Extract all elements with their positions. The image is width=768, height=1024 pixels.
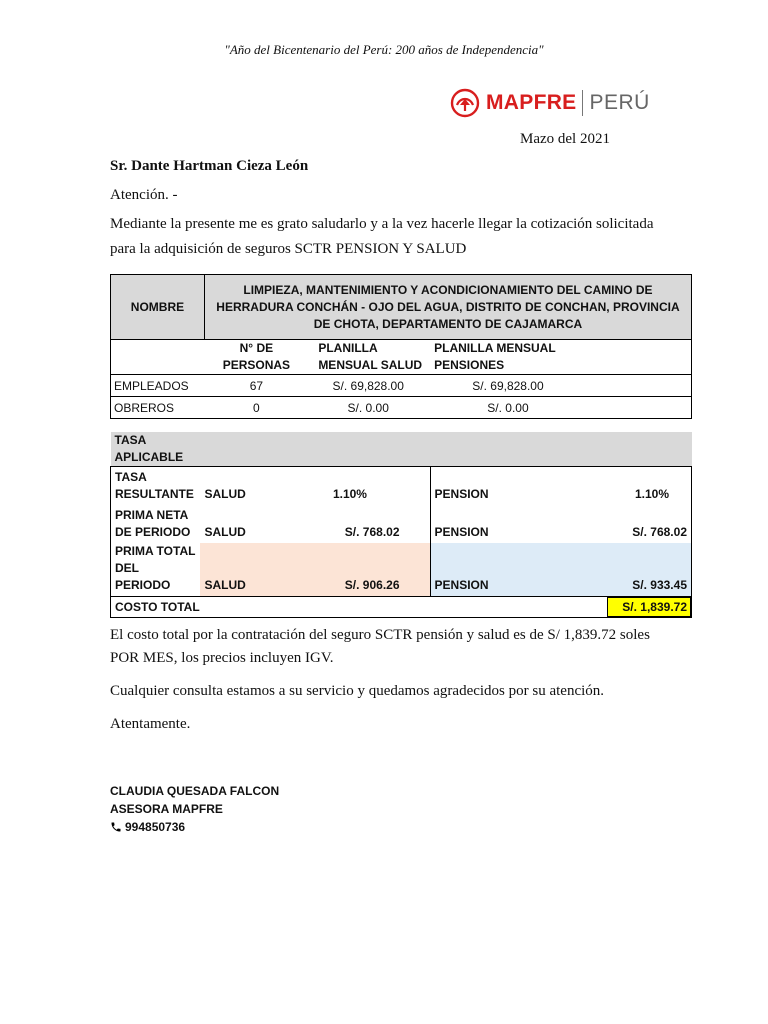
row-label-line1: PRIMA TOTAL [115, 544, 196, 558]
blank-header-cell [111, 340, 205, 375]
pension-value: S/. 768.02 [520, 505, 692, 543]
row-label-line2: DEL PERIODO [115, 561, 171, 592]
tasa-aplicable-line1: TASA [114, 433, 147, 447]
row-label-line2: DE PERIODO [115, 525, 191, 539]
col-salud-header-line1: PLANILLA [318, 341, 378, 355]
motto: "Año del Bicentenario del Perú: 200 años de Independencia" [224, 42, 544, 57]
letter-date: Mazo del 2021 [520, 131, 610, 147]
col-salud-header-line2: MENSUAL SALUD [318, 358, 423, 372]
col-pension-header-line1: PLANILLA MENSUAL [434, 341, 556, 355]
table-row [111, 397, 692, 419]
row-label-line2: RESULTANTE [115, 487, 194, 501]
row-label: OBREROS [111, 397, 205, 419]
row-pension: S/. 0.00 [428, 397, 588, 419]
row-pension: S/. 69,828.00 [428, 375, 588, 397]
pension-value: 1.10% [520, 467, 692, 506]
col-pension-header [428, 340, 588, 375]
pension-value: S/. 933.45 [520, 543, 692, 597]
table-row [111, 375, 692, 397]
signature-block [110, 782, 279, 836]
row-label [111, 505, 201, 543]
row-salud: S/. 0.00 [308, 397, 428, 419]
phone-icon [110, 821, 122, 833]
attention-line: Atención. - [110, 187, 178, 203]
col-personas-header: N° DE PERSONAS [204, 340, 308, 375]
table-row [111, 543, 692, 597]
project-name: LIMPIEZA, MANTENIMIENTO Y ACONDICIONAMIENTO DEL CAMINO DE HERRADURA CONCHÁN - OJO DEL AGUA, DISTRITO DE CONCHAN, PROVINCIA DE CHOTA, DEPARTAMENTO DE CAJAMARCA [204, 275, 691, 340]
signer-name: CLAUDIA QUESADA FALCON [110, 784, 280, 798]
table-row [111, 505, 692, 543]
pension-label: PENSION [430, 543, 520, 597]
salud-label: SALUD [200, 467, 270, 506]
row-blank [588, 375, 692, 397]
nombre-header: NOMBRE [111, 275, 205, 340]
mapfre-logo [450, 86, 650, 120]
logo-country: PERÚ [589, 91, 650, 114]
pension-label: PENSION [434, 525, 489, 539]
rates-table [110, 432, 692, 618]
col-pension-header-line2: PENSIONES [434, 358, 505, 372]
salud-label: SALUD [204, 525, 246, 539]
salud-value: S/. 906.26 [270, 543, 430, 597]
row-blank [588, 397, 692, 419]
signer-phone [110, 818, 279, 836]
logo-brand: MAPFRE [486, 91, 577, 114]
row-personas: 0 [204, 397, 308, 419]
row-label: EMPLEADOS [111, 375, 205, 397]
costo-total-value: S/. 1,839.72 [607, 597, 691, 617]
pension-label: PENSION [430, 467, 520, 506]
phone-number: 994850736 [125, 820, 186, 834]
payroll-table [110, 274, 692, 419]
contact-paragraph: Cualquier consulta estamos a su servicio y quedamos agradecidos por su atención. [110, 683, 605, 699]
costo-total-row [111, 597, 692, 618]
closing: Atentamente. [110, 716, 191, 732]
salud-label: SALUD [200, 543, 270, 597]
total-cost-paragraph: El costo total por la contratación del seguro SCTR pensión y salud es de S/ 1,839.72 soles POR MES, los precios incluyen IGV. [110, 627, 650, 666]
tasa-aplicable-line2: APLICABLE [114, 450, 184, 464]
intro-paragraph: Mediante la presente me es grato saludarlo y a la vez hacerle llegar la cotización solicitada para la adquisición de seguros SCTR PENSION Y SALUD [110, 216, 654, 257]
signer-role: ASESORA MAPFRE [110, 802, 223, 816]
logo-divider [582, 90, 583, 116]
recipient-name: Sr. Dante Hartman Cieza León [110, 158, 309, 174]
salud-value: 1.10% [270, 467, 430, 506]
row-label [111, 543, 201, 597]
salud-value: S/. 768.02 [270, 505, 430, 543]
blank-header-cell-end [588, 340, 692, 375]
row-salud: S/. 69,828.00 [308, 375, 428, 397]
costo-total-label: COSTO TOTAL [111, 597, 520, 618]
row-label [111, 467, 201, 506]
col-salud-header [308, 340, 428, 375]
row-personas: 67 [204, 375, 308, 397]
row-label-line1: TASA [115, 470, 147, 484]
row-label-line1: PRIMA NETA [115, 508, 189, 522]
mapfre-emblem-icon [450, 88, 480, 118]
tasa-aplicable-label [111, 432, 692, 467]
costo-total-cell [520, 597, 692, 618]
table-row [111, 467, 692, 506]
